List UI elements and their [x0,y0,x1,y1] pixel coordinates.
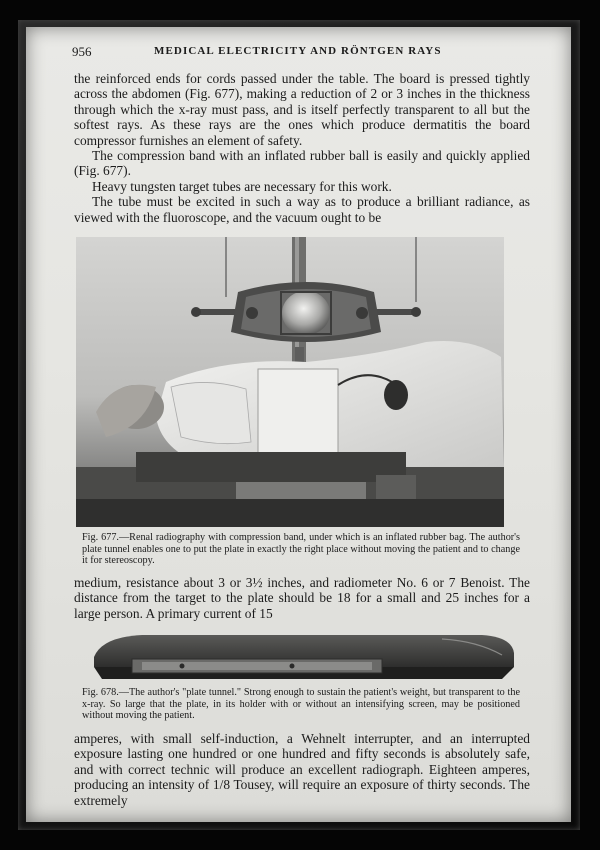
middle-text-block [74,575,530,621]
paragraph-tube-excitation: The tube must be excited in such a way as to produce a brilliant radiance, as viewed with the fluoroscope, and the vacuum ought to be [74,194,530,225]
page-number: 956 [72,44,92,59]
top-text-block [74,71,530,225]
paragraph-resistance: medium, resistance about 3 or 3½ inches, and radiometer No. 6 or 7 Benoist. The distance from the target to the plate should be 18 for a small and 25 inches for a large person. A primary current of 15 [74,575,530,621]
figure-677-illustration [76,237,504,527]
plate-tunnel-drawing [82,627,518,687]
paragraph-amperes: amperes, with small self-induction, a Wehnelt interrupter, and an interrupted exposure lasting one hundred or one hundred and fifty seconds is absolutely safe, and with correct technic will produce an excellent radiograph. Eighteen amperes, producing an intensity of 1/8 Tousey, will require an exposure of thirty seconds. The extremely [74,731,530,808]
book-page [26,27,571,822]
running-head: MEDICAL ELECTRICITY AND RÖNTGEN RAYS [154,45,442,57]
figure-677-caption: Fig. 677.—Renal radiography with compression band, under which is an inflated rubber bag. The author's plate tunnel enables one to put the plate in exactly the right place without moving the patient and to change it for stereoscopy. [82,532,520,567]
figure-678-illustration [82,627,518,687]
figure-678-caption: Fig. 678.—The author's "plate tunnel." Strong enough to sustain the patient's weight, but transparent to the x-ray. So large that the plate, in its holder with or without an intensifying screen, may be positioned without moving the patient. [82,687,520,722]
renal-radiography-photo [76,237,504,527]
paragraph-board: the reinforced ends for cords passed under the table. The board is pressed tightly across the abdomen (Fig. 677), making a reduction of 2 or 3 inches in the thickness through which the x-ray must pass, and is itself perfectly transparent to all but the softest rays. As these rays are the ones which produce dermatitis the board compressor furnishes an element of safety. [74,71,530,148]
paragraph-tungsten: Heavy tungsten target tubes are necessary for this work. [92,178,392,194]
paragraph-compression-band: The compression band with an inflated rubber ball is easily and quickly applied (Fig. 677). [74,148,530,179]
bottom-text-block [74,731,530,808]
